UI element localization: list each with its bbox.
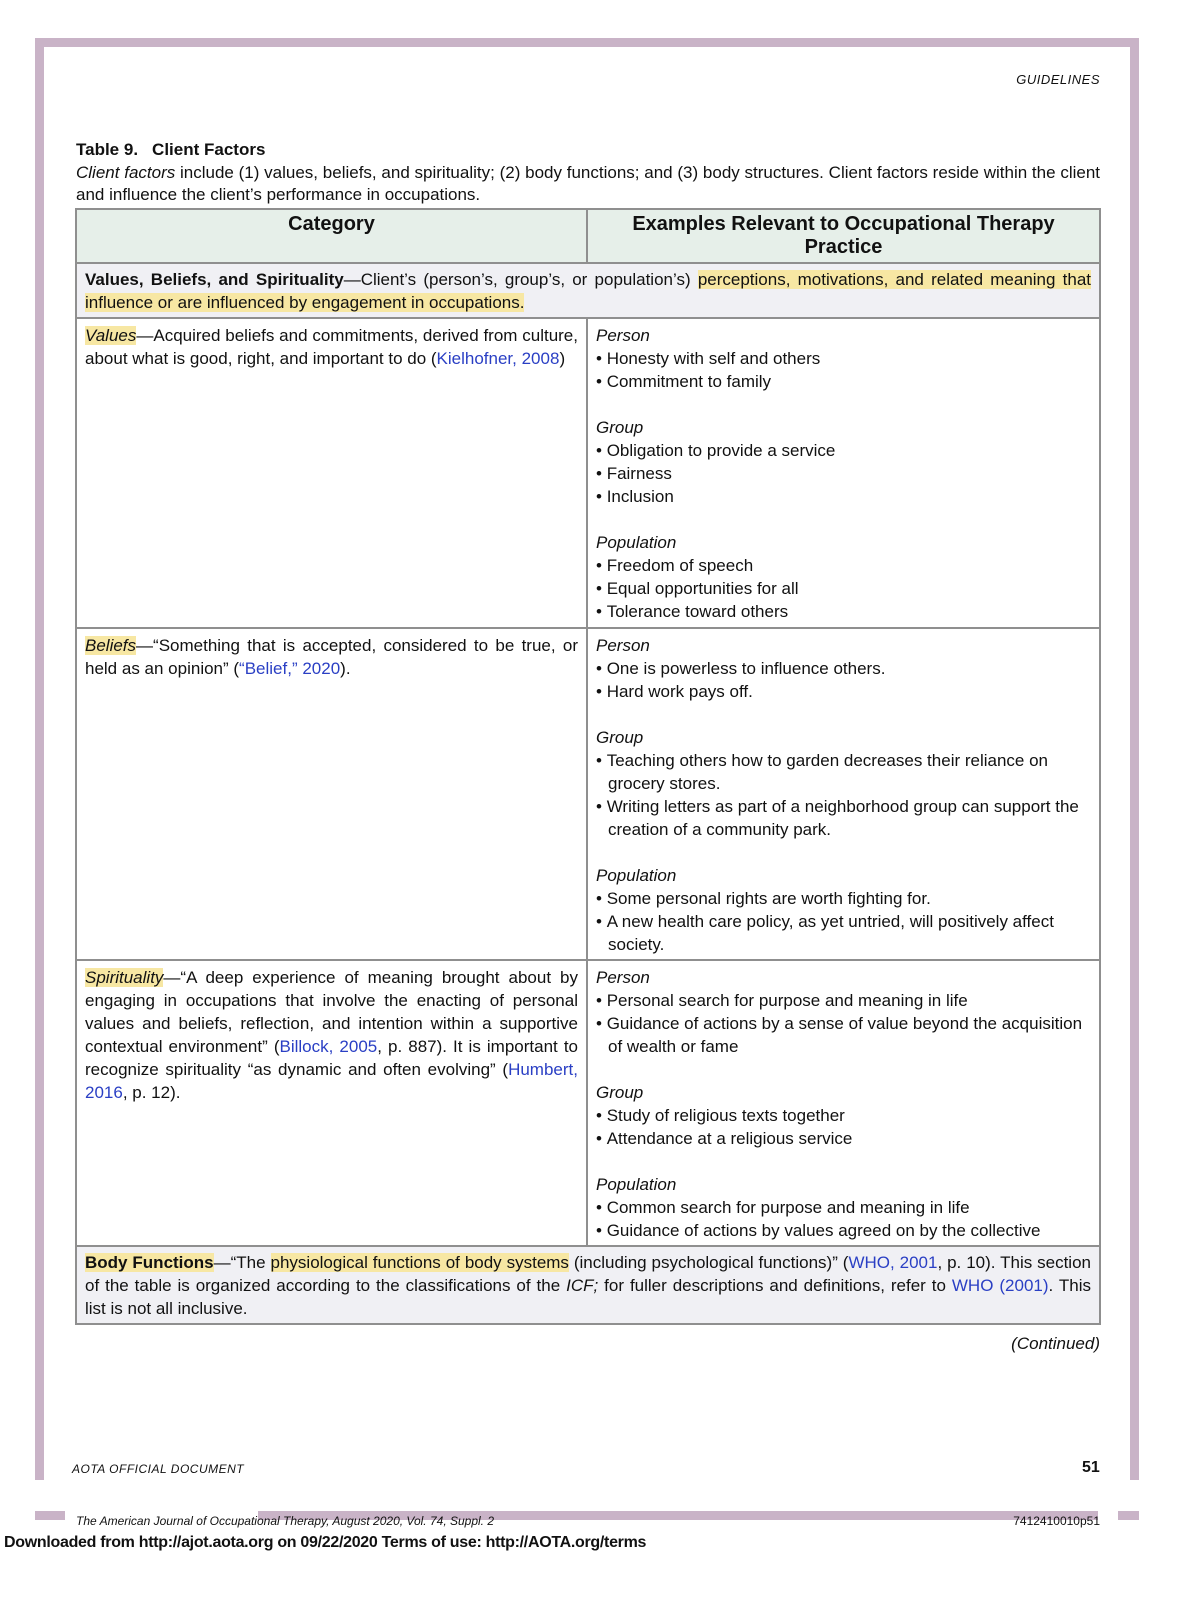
running-head: GUIDELINES [1016, 72, 1100, 87]
table-row-beliefs [76, 628, 1100, 960]
category-term: Spirituality [85, 968, 164, 987]
section-term: Body Functions [85, 1253, 214, 1272]
category-text: ). [340, 659, 351, 678]
table-number: Table 9. [76, 140, 139, 159]
table-intro [76, 162, 1100, 206]
example-list [596, 887, 1091, 956]
example-list [596, 657, 1091, 703]
group-label: Population [596, 866, 677, 885]
example-group [596, 726, 1091, 841]
list-item: • Fairness [596, 462, 1091, 485]
citation-link[interactable]: Humbert, 2016 [85, 1060, 578, 1102]
group-label: Population [596, 1175, 677, 1194]
example-list [596, 347, 1091, 393]
intro-text: include (1) values, beliefs, and spirituality; (2) body functions; and (3) body structures. Client factors reside within the client and influence the client’s performance in occupations. [76, 163, 1101, 204]
icf-abbreviation: ICF; [566, 1276, 599, 1295]
section-text: —Client’s (person’s, group’s, or population’s) [343, 270, 698, 289]
example-list [596, 1104, 1091, 1150]
list-item: • Inclusion [596, 485, 1091, 508]
journal-citation: The American Journal of Occupational Therapy, August 2020, Vol. 74, Suppl. 2 [76, 1514, 495, 1528]
list-item: • Common search for purpose and meaning in life [596, 1196, 1091, 1219]
group-label: Person [596, 326, 650, 345]
section-text: . This list is not all inclusive. [85, 1276, 1091, 1318]
category-term: Values [85, 326, 137, 345]
list-item: • Study of religious texts together [596, 1104, 1091, 1127]
highlighted-text: perceptions, motivations, and related meaning that influence or are influenced by engagement in occupations. [85, 270, 1092, 312]
table-header-row [76, 209, 1100, 263]
list-item: • Tolerance toward others [596, 600, 1091, 623]
group-label: Population [596, 533, 677, 552]
example-list [596, 989, 1091, 1058]
download-notice: Downloaded from http://ajot.aota.org on 09/22/2020 Terms of use: http://AOTA.org/terms [4, 1534, 647, 1551]
list-item: • Commitment to family [596, 370, 1091, 393]
list-item: • Hard work pays off. [596, 680, 1091, 703]
category-text: —“A deep experience of meaning brought about by engaging in occupations that involve the enacting of personal values and beliefs, reflection, and intention within a supportive contextual environment” ( [85, 968, 578, 1056]
highlighted-text: physiological functions of body systems [270, 1253, 569, 1272]
list-item: • One is powerless to influence others. [596, 657, 1091, 680]
continued-label: (Continued) [1011, 1334, 1100, 1353]
category-cell [76, 960, 587, 1246]
list-item: • Teaching others how to garden decreases their reliance on grocery stores. [596, 749, 1091, 795]
example-list [596, 554, 1091, 623]
example-list [596, 749, 1091, 841]
example-group [596, 634, 1091, 703]
list-item: • Guidance of actions by values agreed on by the collective [596, 1219, 1091, 1242]
category-text: —Acquired beliefs and commitments, derived from culture, about what is good, right, and important to do ( [85, 326, 578, 368]
example-list [596, 1196, 1091, 1242]
section-term: Values, Beliefs, and Spirituality [85, 270, 344, 289]
citation-link[interactable]: “Belief,” 2020 [239, 659, 341, 678]
group-label: Person [596, 636, 650, 655]
page-frame-bottom [1118, 1511, 1139, 1520]
client-factors-table [75, 208, 1101, 1325]
citation-link[interactable]: Kielhofner, 2008 [436, 349, 560, 368]
section-text: —“The [213, 1253, 271, 1272]
list-item: • Attendance at a religious service [596, 1127, 1091, 1150]
category-text: —“Something that is accepted, considered to be true, or held as an opinion” ( [85, 636, 578, 678]
table-title [76, 140, 265, 160]
citation-link[interactable]: WHO (2001) [951, 1276, 1049, 1295]
list-item: • Some personal rights are worth fighting for. [596, 887, 1091, 910]
table-row-spirituality [76, 960, 1100, 1246]
citation-link[interactable]: WHO, 2001 [848, 1253, 938, 1272]
section-band [76, 1246, 1100, 1324]
example-group [596, 1173, 1091, 1242]
table-row-values [76, 318, 1100, 628]
list-item: • Freedom of speech [596, 554, 1091, 577]
example-group [596, 864, 1091, 956]
category-text: ) [559, 349, 566, 368]
list-item: • Personal search for purpose and meaning in life [596, 989, 1091, 1012]
header-category: Category [76, 209, 587, 263]
header-examples: Examples Relevant to Occupational Therapy Practice [587, 209, 1100, 263]
page-frame-left [35, 38, 44, 1480]
page-number: 51 [1082, 1459, 1100, 1476]
table-name: Client Factors [152, 140, 266, 159]
group-label: Group [596, 418, 644, 437]
category-text: , p. 887). It is important to recognize spirituality “as dynamic and often evolving” ( [85, 1037, 578, 1079]
category-text: , p. 12). [122, 1083, 181, 1102]
section-text: (including psychological functions)” ( [568, 1253, 849, 1272]
group-label: Group [596, 1083, 644, 1102]
list-item: • Equal opportunities for all [596, 577, 1091, 600]
examples-cell [587, 960, 1100, 1246]
group-label: Person [596, 968, 650, 987]
footer-document-label: AOTA OFFICIAL DOCUMENT [72, 1462, 245, 1476]
article-id: 7412410010p51 [1013, 1514, 1100, 1528]
example-list [596, 439, 1091, 508]
intro-term: Client factors [76, 163, 176, 182]
section-text: , p. 10). This section of the table is organized according to the classifications of the [85, 1253, 1091, 1295]
group-label: Group [596, 728, 644, 747]
page-frame-right [1130, 38, 1139, 1480]
example-group [596, 531, 1091, 623]
section-row-values-beliefs-spirituality [76, 263, 1100, 318]
page-frame-top [35, 38, 1139, 47]
category-cell [76, 628, 587, 960]
example-group [596, 966, 1091, 1058]
list-item: • Honesty with self and others [596, 347, 1091, 370]
list-item: • Writing letters as part of a neighborhood group can support the creation of a community park. [596, 795, 1091, 841]
page-frame-bottom [35, 1511, 65, 1520]
examples-cell [587, 318, 1100, 628]
list-item: • A new health care policy, as yet untried, will positively affect society. [596, 910, 1091, 956]
example-group [596, 416, 1091, 508]
section-row-body-functions [76, 1246, 1100, 1324]
category-cell [76, 318, 587, 628]
citation-link[interactable]: Billock, 2005 [279, 1037, 378, 1056]
example-group [596, 324, 1091, 393]
section-text: for fuller descriptions and definitions, refer to [598, 1276, 952, 1295]
section-band [76, 263, 1100, 318]
category-term: Beliefs [85, 636, 137, 655]
examples-cell [587, 628, 1100, 960]
list-item: • Obligation to provide a service [596, 439, 1091, 462]
list-item: • Guidance of actions by a sense of value beyond the acquisition of wealth or fame [596, 1012, 1091, 1058]
example-group [596, 1081, 1091, 1150]
